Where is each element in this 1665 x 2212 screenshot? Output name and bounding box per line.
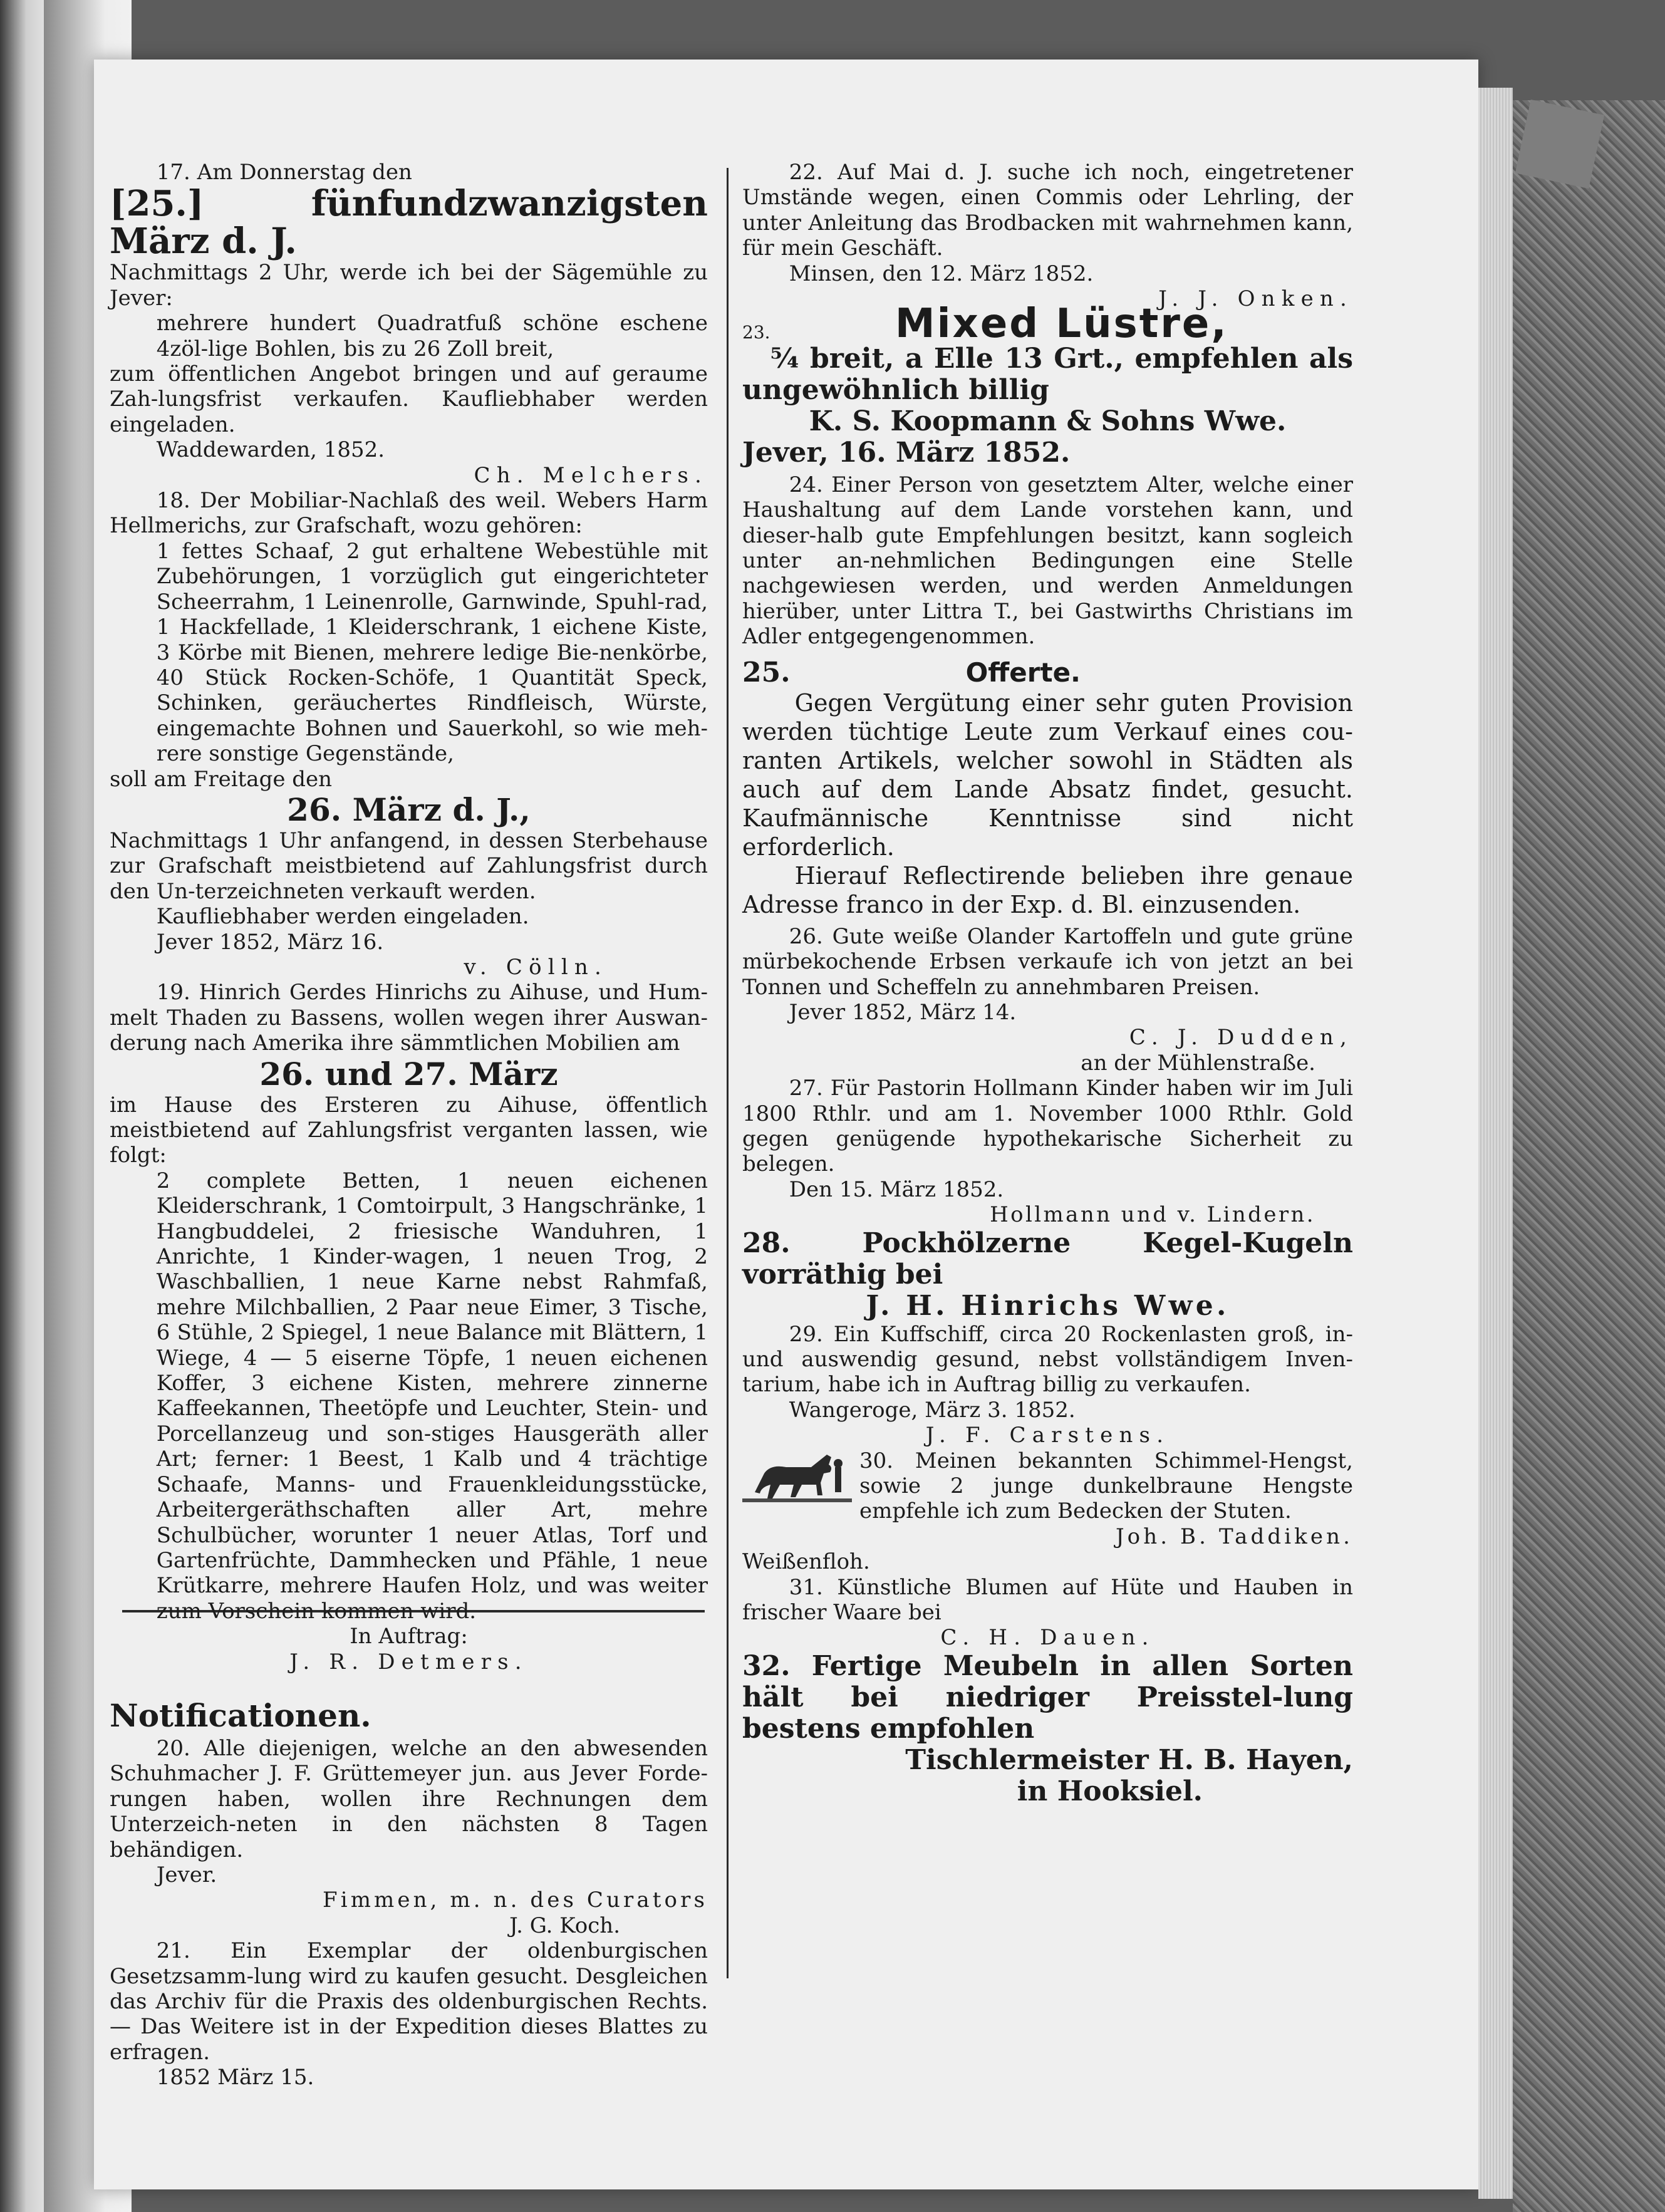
column-rule — [727, 168, 729, 1978]
ad-30-signature: Joh. B. Taddiken. — [1115, 1524, 1353, 1549]
ad-18-text2: Nachmittags 1 Uhr anfangend, in dessen Sterbehause zur Grafschaft meistbietend auf Zahlungsfrist durch den Un-terzeichneten verkauft werden. — [110, 828, 708, 904]
ad-29-place: Wangeroge, März 3. 1852. — [789, 1397, 1076, 1423]
ad-32 — [742, 1651, 1353, 1807]
ad-18-signature: v. Cölln. — [464, 954, 608, 980]
ad-25-text2: Hierauf Reflectirende belieben ihre genaue Adresse franco in der Exp. d. Bl. einzusenden. — [742, 861, 1353, 918]
ad-19-intro: 19. Hinrich Gerdes Hinrichs zu Aihuse, und Hum-melt Thaden zu Bassens, wollen wegen ihrer Auswan-derung nach Amerika ihre sämmtlichen Mobilien am — [110, 980, 708, 1056]
horse-icon — [742, 1448, 852, 1505]
ad-25-title: Offerte. — [965, 657, 1081, 688]
ad-24-text: 24. Einer Person von gesetztem Alter, welche einer Haushaltung auf dem Lande vorstehen kann, und dieser-halb gute Empfehlungen besitzt, kann sogleich unter an-nehmlichen Bedingungen eine Stelle nachgewiesen werden, und werden Anmeldungen hierüber, unter Littra T., bei Gastwirths Christians im Adler entgegengenommen. — [742, 472, 1353, 650]
ad-20-place: Jever. — [156, 1862, 217, 1887]
ad-26-text: 26. Gute weiße Olander Kartoffeln und gute grüne mürbekochende Erbsen verkaufe ich von jetzt an bei Tonnen und Scheffeln zu annehmbaren Preisen. — [742, 923, 1353, 1000]
ad-20-signature-2: J. G. Koch. — [509, 1913, 620, 1938]
ad-27-signature: Hollmann und v. Lindern. — [990, 1202, 1315, 1228]
ad-28 — [742, 1228, 1353, 1322]
ad-17 — [110, 160, 708, 488]
ad-17-place: Waddewarden, 1852. — [156, 437, 385, 463]
ad-32-firm: Tischlermeister H. B. Hayen, — [905, 1743, 1353, 1776]
ad-20-text: 20. Alle diejenigen, welche an den abwesenden Schuhmacher J. F. Grüttemeyer jun. aus Jever Forde-rungen haben, wollen ihre Rechnungen dem Unterzeich-neten in den nächsten 8 Tagen behändigen. — [110, 1735, 708, 1862]
ad-26-place: Jever 1852, März 14. — [789, 999, 1017, 1025]
ad-18-text3: Kaufliebhaber werden eingeladen. — [156, 904, 529, 930]
right-column — [742, 160, 1353, 1807]
ad-19-text: im Hause des Ersteren zu Aihuse, öffentlich meistbietend auf Zahlungsfrist verganten lassen, wie folgt: — [110, 1092, 708, 1168]
ad-23-text: ⁵⁄₄ breit, a Elle 13 Grt., empfehlen als ungewöhnlich billig — [742, 342, 1353, 406]
ad-21 — [110, 1938, 708, 2090]
ad-28-firm: J. H. Hinrichs Wwe. — [866, 1289, 1230, 1322]
ad-27 — [742, 1076, 1353, 1227]
ad-25 — [742, 657, 1353, 919]
ad-21-text: 21. Ein Exemplar der oldenburgischen Gesetzsamm-lung wird zu kaufen gesucht. Desgleichen das Archiv für die Praxis des oldenburgischen Rechts. — Das Weitere ist in der Expedition dieses Blattes zu erfragen. — [110, 1938, 708, 2065]
ad-26 — [742, 924, 1353, 1076]
ad-17-intro: 17. Am Donnerstag den — [156, 160, 412, 185]
ad-24 — [742, 472, 1353, 650]
ad-30 — [742, 1448, 1353, 1575]
ad-20 — [110, 1736, 708, 1938]
ad-18-place: Jever 1852, März 16. — [156, 929, 384, 955]
ad-21-date: 1852 März 15. — [156, 2065, 314, 2090]
ad-19-items: 2 complete Betten, 1 neuen eichenen Kleiderschrank, 1 Comtoirpult, 3 Hangschränke, 1 Hangbuddelei, 2 friesische Wanduhren, 1 Anrichte, 1 Kinder-wagen, 1 neuen Trog, 2 Waschballien, 1 neue Karne nebst Rahmfaß, mehre Milchballien, 2 Paar neue Eimer, 3 Tische, 6 Stühle, 2 Spiegel, 1 neue Balance mit Blättern, 1 Wiege, 4 — 5 eiserne Töpfe, 1 neuen eichenen Koffer, 3 eichene Kisten, mehrere zinnerne Kaffeekannen, Theetöpfe und Leuchter, Stein- und Porcellanzeug und son-stiges Hausgeräth aller Art; ferner: 1 Beest, 1 Kalb und 4 trächtige Schaafe, Manns- und Frauenkleidungsstücke, Arbeitergeräthschaften aller Art, mehre Schulbücher, worunter 1 neuer Atlas, Torf und Gartenfrüchte, Dammhecken und Pfähle, 1 neue Krütkarre, mehrere Haufen Holz, und was weiter zum Vorschein kommen wird. — [156, 1168, 708, 1624]
ad-18 — [110, 488, 708, 980]
ad-27-text: 27. Für Pastorin Hollmann Kinder haben wir im Juli 1800 Rthlr. und am 1. November 1000 Rthlr. Gold gegen genügende hypothekarische Sicherheit zu belegen. — [742, 1076, 1353, 1177]
ad-23 — [742, 301, 1353, 469]
page-stack-edge — [1478, 88, 1513, 2199]
ad-17-text: Nachmittags 2 Uhr, werde ich bei der Sägemühle zu Jever: — [110, 260, 708, 311]
ad-22-text: 22. Auf Mai d. J. suche ich noch, eingetretener Umstände wegen, einen Commis oder Lehrling, der unter Anleitung das Brodbacken mit wahrnehmen kann, für mein Geschäft. — [742, 160, 1353, 261]
ad-20-signature: Fimmen, m. n. des Curators — [323, 1887, 708, 1913]
ad-22-place: Minsen, den 12. März 1852. — [789, 261, 1094, 286]
ad-22 — [742, 160, 1353, 311]
ad-17-date-heading: [25.] fünfundzwanzigsten März d. J. — [110, 183, 708, 262]
book-cover-edge — [1513, 100, 1665, 2212]
ad-25-number: 25. — [742, 656, 791, 688]
ad-23-date: Jever, 16. März 1852. — [742, 436, 1071, 469]
ad-18-date-heading: 26. März d. J., — [287, 791, 531, 828]
ad-32-place: in Hooksiel. — [1017, 1775, 1203, 1807]
book-cover-corner — [1515, 100, 1604, 189]
ad-18-items: 1 fettes Schaaf, 2 gut erhaltene Webestühle mit Zubehörungen, 1 vorzüglich gut eingerichteter Scheerrahm, 1 Leinenrolle, Garnwinde, Spuhl-rad, 1 Hackfellade, 1 Kleiderschrank, 1 eichene Kiste, 3 Körbe mit Bienen, mehrere ledige Bie-nenkörbe, 40 Stück Rocken-Schöfe, 1 Quantität Speck, Schinken, geräuchertes Rindfleisch, Würste, eingemachte Bohnen und Sauerkohl, so wie meh-rere sonstige Gegenstände, — [156, 538, 708, 767]
left-page-edge — [0, 0, 44, 2212]
ad-22-signature: J. J. Onken. — [1158, 286, 1353, 312]
ad-23-title: Mixed Lüstre, — [895, 301, 1228, 348]
ad-23-number: 23. — [742, 322, 770, 343]
ad-25-text: Gegen Vergütung einer sehr guten Provision werden tüchtige Leute zum Verkauf eines cou-ranten Artikels, welcher sowohl in Städten als auch auf dem Lande Absatz findet, gesucht. Kaufmännische Kenntnisse sind nicht erforderlich. — [742, 688, 1353, 861]
ad-31 — [742, 1575, 1353, 1651]
ad-19 — [110, 980, 708, 1675]
ad-29-text: 29. Ein Kuffschiff, circa 20 Rockenlasten groß, in- und auswendig gesund, nebst vollständigem Inven-tarium, habe ich in Auftrag billig zu verkaufen. — [742, 1321, 1353, 1398]
ad-32-text: 32. Fertige Meubeln in allen Sorten hält bei niedriger Preisstel-lung bestens empfohlen — [742, 1649, 1353, 1745]
ad-17-items: mehrere hundert Quadratfuß schöne eschene 4zöl-lige Bohlen, bis zu 26 Zoll breit, — [156, 311, 708, 361]
ad-19-date-heading: 26. und 27. März — [259, 1055, 558, 1093]
ad-18-intro: 18. Der Mobiliar-Nachlaß des weil. Webers Harm Hellmerichs, zur Grafschaft, wozu gehören: — [110, 488, 708, 539]
ad-31-text: 31. Künstliche Blumen auf Hüte und Hauben in frischer Waare bei — [742, 1574, 1353, 1626]
ad-30-text: 30. Meinen bekannten Schimmel-Hengst, sowie 2 junge dunkelbraune Hengste empfehle ich zum Bedecken der Stuten. — [859, 1448, 1353, 1524]
ad-23-firm: K. S. Koopmann & Sohns Wwe. — [809, 405, 1287, 437]
ad-31-signature: C. H. Dauen. — [940, 1625, 1155, 1651]
ad-30-place: Weißenfloh. — [742, 1549, 870, 1575]
ad-19-signature: J. R. Detmers. — [289, 1649, 528, 1675]
ad-17-text2: zum öffentlichen Angebot bringen und auf geraume Zah-lungsfrist verkaufen. Kaufliebhaber werden eingeladen. — [110, 361, 708, 437]
ad-28-text: 28. Pockhölzerne Kegel-Kugeln vorräthig bei — [742, 1227, 1353, 1290]
left-column — [110, 160, 708, 2090]
ad-19-commission: In Auftrag: — [350, 1624, 468, 1649]
ad-26-signature: C. J. Dudden, — [1129, 1025, 1353, 1051]
ad-18-text: soll am Freitage den — [110, 766, 333, 792]
ad-27-date: Den 15. März 1852. — [789, 1176, 1004, 1202]
notifications-heading: Notificationen. — [110, 1696, 371, 1734]
ad-26-signature-2: an der Mühlenstraße. — [1081, 1050, 1315, 1076]
ad-17-signature: Ch. Melchers. — [474, 462, 708, 488]
ad-29-signature: J. F. Carstens. — [925, 1423, 1170, 1448]
ad-29 — [742, 1322, 1353, 1448]
